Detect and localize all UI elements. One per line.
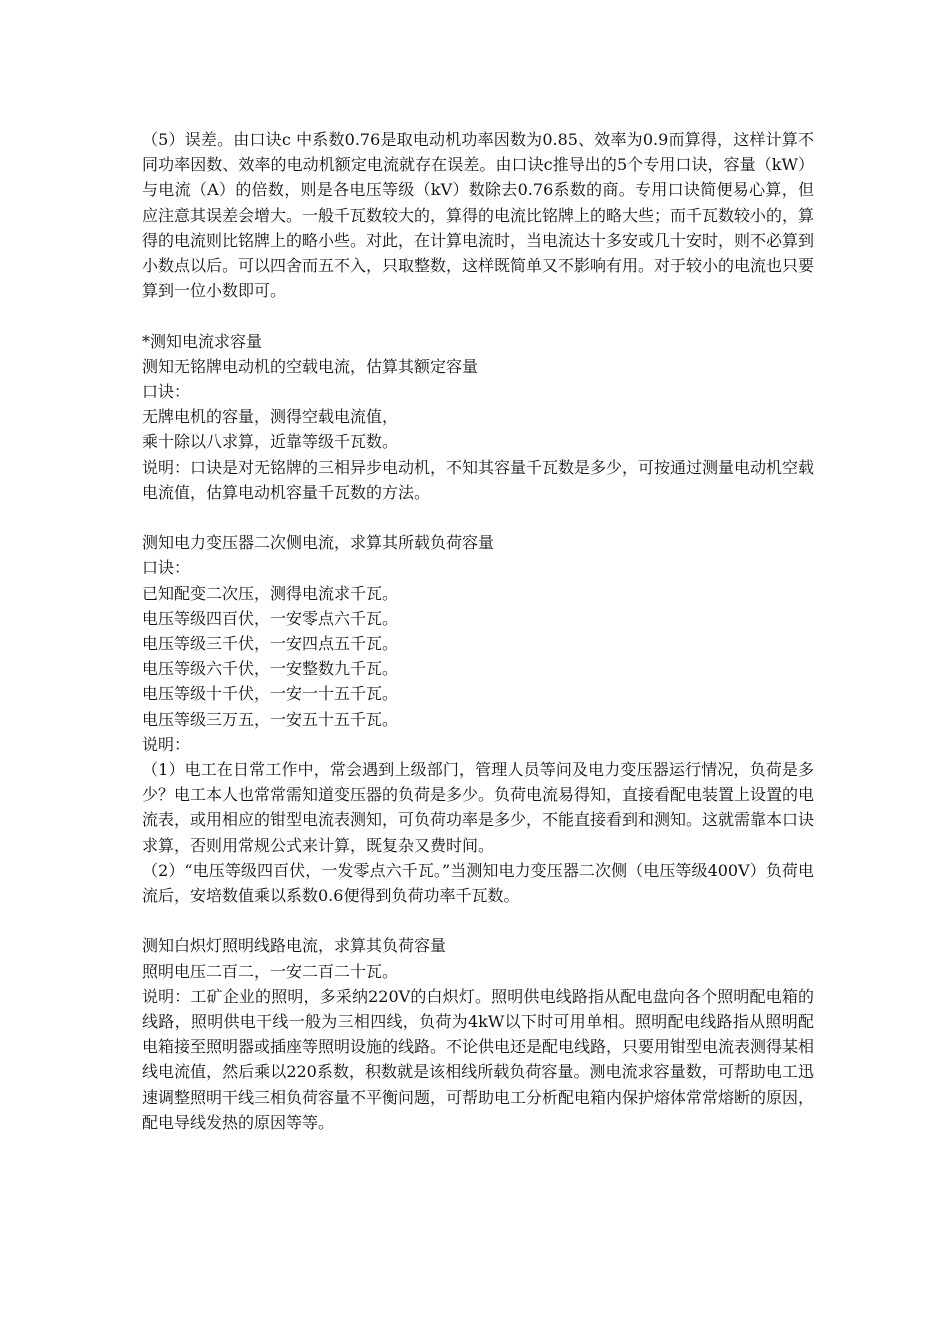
section-heading-current-to-capacity: *测知电流求容量 [142,331,263,351]
formula-line: 无牌电机的容量，测得空载电流值， [142,407,399,427]
subheading-transformer: 测知电力变压器二次侧电流，求算其所载负荷容量 [142,533,495,553]
explanation-paragraph: 说明：工矿企业的照明，多采纳220V的白炽灯。照明供电线路指从配电盘向各个照明配电箱的线路，照明供电干线一般为三相四线，负荷为4kW以下时可用单相。照明配电线路指从照明配电箱接至照明器或插座等照明设施的线路。不论供电还是配电线路，只要用钳型电流表测得某相线电流值，然后乘以220系数，积数就是该相线所载负荷容量。测电流求容量数，可帮助电工迅速调整照明干线三相负荷容量不平衡问题，可帮助电工分析配电箱内保护熔体常常熔断的原因，配电导线发热的原因等等。 [142,986,815,1132]
explanation-paragraph: （2）“电压等级四百伏，一发零点六千瓦。”当测知电力变压器二次侧（电压等级400V）负荷电流后，安培数值乘以系数0.6便得到负荷功率千瓦数。 [142,860,814,906]
formula-line: 电压等级三千伏，一安四点五千瓦。 [142,634,399,654]
formula-line: 电压等级三万五，一安五十五千瓦。 [142,709,399,729]
document-page [142,127,814,1135]
subheading-motor-no-load: 测知无铭牌电动机的空载电流，估算其额定容量 [142,356,479,376]
formula-line: 照明电压二百二，一安二百二十瓦。 [142,961,399,981]
explanation-paragraph: （1）电工在日常工作中，常会遇到上级部门，管理人员等问及电力变压器运行情况，负荷是多少？电工本人也常常需知道变压器的负荷是多少。负荷电流易得知，直接看配电装置上设置的电流表，或用相应的钳型电流表测知，可负荷功率是多少，不能直接看到和测知。这就需靠本口诀求算，否则用常规公式来计算，既复杂又费时间。 [142,760,815,855]
formula-line: 电压等级六千伏，一安整数九千瓦。 [142,659,399,679]
subheading-lighting: 测知白炽灯照明线路电流，求算其负荷容量 [142,936,447,956]
explanation-paragraph: 说明：口诀是对无铭牌的三相异步电动机，不知其容量千瓦数是多少，可按通过测量电动机空载电流值，估算电动机容量千瓦数的方法。 [142,457,815,502]
formula-label: 口诀： [142,558,191,578]
explanation-label: 说明： [142,734,191,754]
error-paragraph: （5）误差。由口诀c 中系数0.76是取电动机功率因数为0.85、效率为0.9而算得，这样计算不同功率因数、效率的电动机额定电流就存在误差。由口诀c推导出的5个专用口诀，容量（kW）与电流（A）的倍数，则是各电压等级（kV）数除去0.76系数的商。专用口诀简便易心算，但应注意其误差会增大。一般千瓦数较大的，算得的电流比铭牌上的略大些；而千瓦数较小的，算得的电流则比铭牌上的略小些。对此，在计算电流时，当电流达十多安或几十安时，则不必算到小数点以后。可以四舍而五不入，只取整数，这样既简单又不影响有用。对于较小的电流也只要算到一位小数即可。 [142,130,815,301]
blank-line [142,303,814,328]
formula-line: 电压等级十千伏，一安一十五千瓦。 [142,684,399,704]
formula-line: 乘十除以八求算，近靠等级千瓦数。 [142,432,399,452]
formula-label: 口诀： [142,382,191,402]
formula-line: 电压等级四百伏，一安零点六千瓦。 [142,608,399,628]
blank-line [142,908,814,933]
blank-line [142,505,814,530]
formula-line: 已知配变二次压，测得电流求千瓦。 [142,583,399,603]
